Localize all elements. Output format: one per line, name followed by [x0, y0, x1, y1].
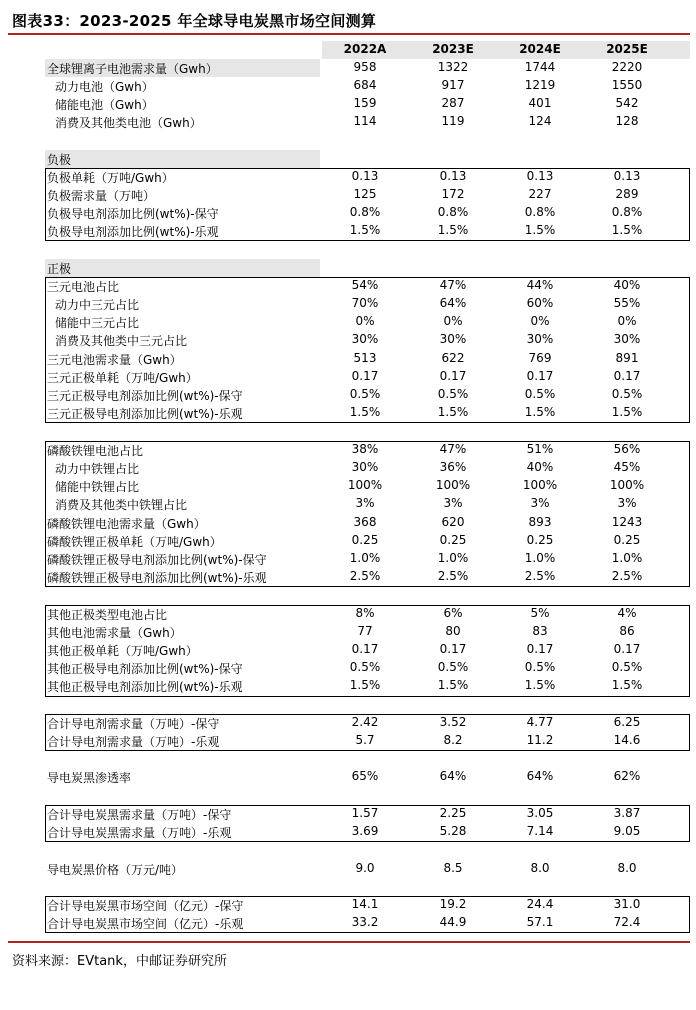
cell-value: 72.4 [613, 915, 641, 929]
cell-value: 47% [439, 278, 467, 292]
cell-value: 8.0 [530, 861, 550, 875]
cell-value: 684 [353, 78, 377, 92]
cell-value: 14.6 [613, 733, 641, 747]
cell-value: 0.13 [439, 169, 467, 183]
cell-value: 172 [441, 187, 465, 201]
cell-value: 119 [441, 114, 465, 128]
cell-value: 5.28 [439, 824, 467, 838]
cell-value: 893 [528, 515, 552, 529]
cell-value: 1322 [437, 60, 469, 74]
cell-value: 0.17 [613, 642, 641, 656]
cell-value: 100% [609, 478, 645, 492]
cell-value: 9.05 [613, 824, 641, 838]
cell-value: 64% [526, 769, 554, 783]
column-header: 2024E [519, 42, 561, 56]
cell-value: 1744 [524, 60, 556, 74]
cell-value: 0% [355, 314, 375, 328]
table-row [0, 477, 696, 495]
cell-value: 0.8% [437, 205, 469, 219]
cell-value: 14.1 [351, 897, 379, 911]
section-header [0, 259, 696, 277]
table-row [0, 605, 696, 623]
cell-value: 0.25 [526, 533, 554, 547]
cell-value: 0.5% [437, 387, 469, 401]
row-label: 三元正极导电剂添加比例(wt%)-保守 [47, 389, 243, 403]
table-row [0, 550, 696, 568]
cell-value: 0.25 [439, 533, 467, 547]
cell-value: 2.5% [611, 569, 643, 583]
row-label: 磷酸铁锂电池需求量（Gwh） [47, 517, 206, 531]
cell-value: 86 [619, 624, 635, 638]
cell-value: 9.0 [355, 861, 375, 875]
cell-value: 5% [530, 606, 550, 620]
row-label: 三元电池需求量（Gwh） [47, 353, 182, 367]
table-row [0, 368, 696, 386]
cell-value: 30% [439, 332, 467, 346]
cell-value: 3% [443, 496, 463, 510]
cell-value: 0% [617, 314, 637, 328]
table-row [0, 386, 696, 404]
row-label: 磷酸铁锂正极导电剂添加比例(wt%)-乐观 [47, 571, 267, 585]
cell-value: 100% [347, 478, 383, 492]
cell-value: 40% [526, 460, 554, 474]
cell-value: 1.0% [524, 551, 556, 565]
table-row [0, 441, 696, 459]
row-label: 负极单耗（万吨/Gwh） [47, 171, 174, 185]
table-row [0, 641, 696, 659]
cell-value: 0.5% [524, 387, 556, 401]
row-label: 正极 [47, 262, 72, 276]
row-label: 其他正极导电剂添加比例(wt%)-保守 [47, 662, 243, 676]
cell-value: 0.17 [351, 369, 379, 383]
cell-value: 1.5% [611, 405, 643, 419]
table-row [0, 532, 696, 550]
row-label: 负极 [47, 153, 72, 167]
row-label: 合计导电炭黑需求量（万吨）-乐观 [47, 826, 232, 840]
cell-value: 2.5% [524, 569, 556, 583]
table-row [0, 350, 696, 368]
cell-value: 65% [351, 769, 379, 783]
cell-value: 100% [522, 478, 558, 492]
cell-value: 0.5% [524, 660, 556, 674]
column-header: 2022A [343, 42, 387, 56]
cell-value: 24.4 [526, 897, 554, 911]
cell-value: 30% [526, 332, 554, 346]
cell-value: 1.5% [524, 678, 556, 692]
row-label: 储能中铁锂占比 [55, 480, 140, 494]
cell-value: 368 [353, 515, 377, 529]
cell-value: 0.5% [611, 387, 643, 401]
table-row [0, 659, 696, 677]
row-label: 三元电池占比 [47, 280, 120, 294]
cell-value: 19.2 [439, 897, 467, 911]
cell-value: 6.25 [613, 715, 641, 729]
cell-value: 62% [613, 769, 641, 783]
row-label: 动力电池（Gwh） [55, 80, 154, 94]
source-note: 资料来源：EVtank，中邮证券研究所 [12, 954, 227, 969]
table-row [0, 113, 696, 131]
table-row [0, 495, 696, 513]
cell-value: 30% [351, 460, 379, 474]
table-row [0, 168, 696, 186]
table-row [0, 277, 696, 295]
row-label: 消费及其他类中三元占比 [55, 334, 188, 348]
cell-value: 159 [353, 96, 377, 110]
table-row [0, 186, 696, 204]
row-label: 合计导电炭黑需求量（万吨）-保守 [47, 808, 232, 822]
cell-value: 401 [528, 96, 552, 110]
table-row [0, 677, 696, 695]
cell-value: 124 [528, 114, 552, 128]
cell-value: 114 [353, 114, 377, 128]
cell-value: 57.1 [526, 915, 554, 929]
table-row [0, 404, 696, 422]
cell-value: 0% [443, 314, 463, 328]
cell-value: 3.52 [439, 715, 467, 729]
row-label: 磷酸铁锂正极单耗（万吨/Gwh） [47, 535, 222, 549]
table-row [0, 331, 696, 349]
row-label: 磷酸铁锂正极导电剂添加比例(wt%)-保守 [47, 553, 267, 567]
cell-value: 1219 [524, 78, 556, 92]
cell-value: 51% [526, 442, 554, 456]
cell-value: 5.7 [355, 733, 375, 747]
cell-value: 1.5% [437, 678, 469, 692]
row-label: 动力中三元占比 [55, 298, 140, 312]
cell-value: 1243 [611, 515, 643, 529]
cell-value: 30% [613, 332, 641, 346]
cell-value: 289 [615, 187, 639, 201]
cell-value: 83 [532, 624, 548, 638]
cell-value: 1.57 [351, 806, 379, 820]
table-row [0, 59, 696, 77]
cell-value: 1550 [611, 78, 643, 92]
cell-value: 0% [530, 314, 550, 328]
cell-value: 0.13 [351, 169, 379, 183]
cell-value: 6% [443, 606, 463, 620]
section-header [0, 150, 696, 168]
row-label: 储能电池（Gwh） [55, 98, 154, 112]
table-row [0, 768, 696, 786]
cell-value: 0.17 [439, 369, 467, 383]
row-label: 消费及其他类电池（Gwh） [55, 116, 202, 130]
row-label: 合计导电剂需求量（万吨）-乐观 [47, 735, 220, 749]
cell-value: 55% [613, 296, 641, 310]
row-label: 三元正极导电剂添加比例(wt%)-乐观 [47, 407, 243, 421]
table-row [0, 77, 696, 95]
row-label: 消费及其他类中铁锂占比 [55, 498, 188, 512]
cell-value: 0.17 [526, 369, 554, 383]
cell-value: 0.8% [349, 205, 381, 219]
cell-value: 622 [441, 351, 465, 365]
row-label: 导电炭黑价格（万元/吨） [47, 863, 184, 877]
cell-value: 917 [441, 78, 465, 92]
table-row [0, 714, 696, 732]
cell-value: 1.5% [437, 223, 469, 237]
cell-value: 0.5% [437, 660, 469, 674]
cell-value: 8.0 [617, 861, 637, 875]
table-row [0, 623, 696, 641]
table-row [0, 568, 696, 586]
cell-value: 38% [351, 442, 379, 456]
table-row [0, 732, 696, 750]
cell-value: 0.25 [351, 533, 379, 547]
table-row [0, 914, 696, 932]
cell-value: 1.5% [611, 223, 643, 237]
row-label: 合计导电炭黑市场空间（亿元）-保守 [47, 899, 244, 913]
cell-value: 2220 [611, 60, 643, 74]
cell-value: 1.5% [349, 405, 381, 419]
table-row [0, 222, 696, 240]
table-row [0, 204, 696, 222]
cell-value: 100% [435, 478, 471, 492]
cell-value: 128 [615, 114, 639, 128]
cell-value: 0.5% [349, 660, 381, 674]
cell-value: 227 [528, 187, 552, 201]
cell-value: 2.42 [351, 715, 379, 729]
cell-value: 64% [439, 296, 467, 310]
cell-value: 47% [439, 442, 467, 456]
cell-value: 958 [353, 60, 377, 74]
row-label: 合计导电炭黑市场空间（亿元）-乐观 [47, 917, 244, 931]
cell-value: 3.05 [526, 806, 554, 820]
cell-value: 1.0% [349, 551, 381, 565]
row-label: 磷酸铁锂电池占比 [47, 444, 144, 458]
figure-title: 图表33：2023-2025 年全球导电炭黑市场空间测算 [12, 12, 377, 30]
row-label: 动力中铁锂占比 [55, 462, 140, 476]
cell-value: 3% [355, 496, 375, 510]
cell-value: 44.9 [439, 915, 467, 929]
cell-value: 0.17 [351, 642, 379, 656]
cell-value: 44% [526, 278, 554, 292]
cell-value: 2.5% [349, 569, 381, 583]
row-label: 其他正极导电剂添加比例(wt%)-乐观 [47, 680, 243, 694]
cell-value: 891 [615, 351, 639, 365]
row-label: 其他正极单耗（万吨/Gwh） [47, 644, 198, 658]
table-row [0, 514, 696, 532]
cell-value: 36% [439, 460, 467, 474]
cell-value: 769 [528, 351, 552, 365]
cell-value: 8.2 [443, 733, 463, 747]
row-label: 全球锂离子电池需求量（Gwh） [47, 62, 218, 76]
cell-value: 0.17 [526, 642, 554, 656]
cell-value: 11.2 [526, 733, 554, 747]
cell-value: 1.0% [611, 551, 643, 565]
cell-value: 2.25 [439, 806, 467, 820]
cell-value: 513 [353, 351, 377, 365]
cell-value: 60% [526, 296, 554, 310]
cell-value: 620 [441, 515, 465, 529]
table-row [0, 95, 696, 113]
cell-value: 1.0% [437, 551, 469, 565]
cell-value: 0.17 [439, 642, 467, 656]
table-row [0, 313, 696, 331]
cell-value: 56% [613, 442, 641, 456]
cell-value: 1.5% [611, 678, 643, 692]
cell-value: 40% [613, 278, 641, 292]
row-label: 负极导电剂添加比例(wt%)-乐观 [47, 225, 219, 239]
cell-value: 0.13 [526, 169, 554, 183]
cell-value: 3% [530, 496, 550, 510]
cell-value: 0.13 [613, 169, 641, 183]
cell-value: 0.17 [613, 369, 641, 383]
cell-value: 4% [617, 606, 637, 620]
table-row [0, 459, 696, 477]
cell-value: 0.5% [349, 387, 381, 401]
cell-value: 31.0 [613, 897, 641, 911]
cell-value: 33.2 [351, 915, 379, 929]
table-row [0, 295, 696, 313]
cell-value: 30% [351, 332, 379, 346]
cell-value: 125 [353, 187, 377, 201]
row-label: 其他电池需求量（Gwh） [47, 626, 182, 640]
cell-value: 45% [613, 460, 641, 474]
cell-value: 0.8% [611, 205, 643, 219]
cell-value: 4.77 [526, 715, 554, 729]
cell-value: 3.87 [613, 806, 641, 820]
table-row [0, 823, 696, 841]
column-header: 2025E [606, 42, 648, 56]
cell-value: 77 [357, 624, 373, 638]
cell-value: 3.69 [351, 824, 379, 838]
footer-rule [8, 941, 690, 943]
cell-value: 54% [351, 278, 379, 292]
cell-value: 2.5% [437, 569, 469, 583]
column-header: 2023E [432, 42, 474, 56]
cell-value: 80 [445, 624, 461, 638]
cell-value: 1.5% [524, 405, 556, 419]
cell-value: 0.5% [611, 660, 643, 674]
cell-value: 7.14 [526, 824, 554, 838]
table-row [0, 896, 696, 914]
row-label: 其他正极类型电池占比 [47, 608, 168, 622]
cell-value: 0.25 [613, 533, 641, 547]
cell-value: 1.5% [437, 405, 469, 419]
cell-value: 287 [441, 96, 465, 110]
row-label: 三元正极单耗（万吨/Gwh） [47, 371, 198, 385]
row-label: 负极导电剂添加比例(wt%)-保守 [47, 207, 219, 221]
row-label: 负极需求量（万吨） [47, 189, 156, 203]
cell-value: 64% [439, 769, 467, 783]
row-label: 合计导电剂需求量（万吨）-保守 [47, 717, 220, 731]
cell-value: 3% [617, 496, 637, 510]
cell-value: 1.5% [524, 223, 556, 237]
cell-value: 8% [355, 606, 375, 620]
cell-value: 1.5% [349, 678, 381, 692]
cell-value: 0.8% [524, 205, 556, 219]
row-label: 储能中三元占比 [55, 316, 140, 330]
cell-value: 542 [615, 96, 639, 110]
row-label: 导电炭黑渗透率 [47, 771, 132, 785]
cell-value: 70% [351, 296, 379, 310]
header-row [0, 41, 696, 59]
table-row [0, 860, 696, 878]
table-row [0, 805, 696, 823]
title-rule [8, 33, 690, 35]
cell-value: 8.5 [443, 861, 463, 875]
cell-value: 1.5% [349, 223, 381, 237]
